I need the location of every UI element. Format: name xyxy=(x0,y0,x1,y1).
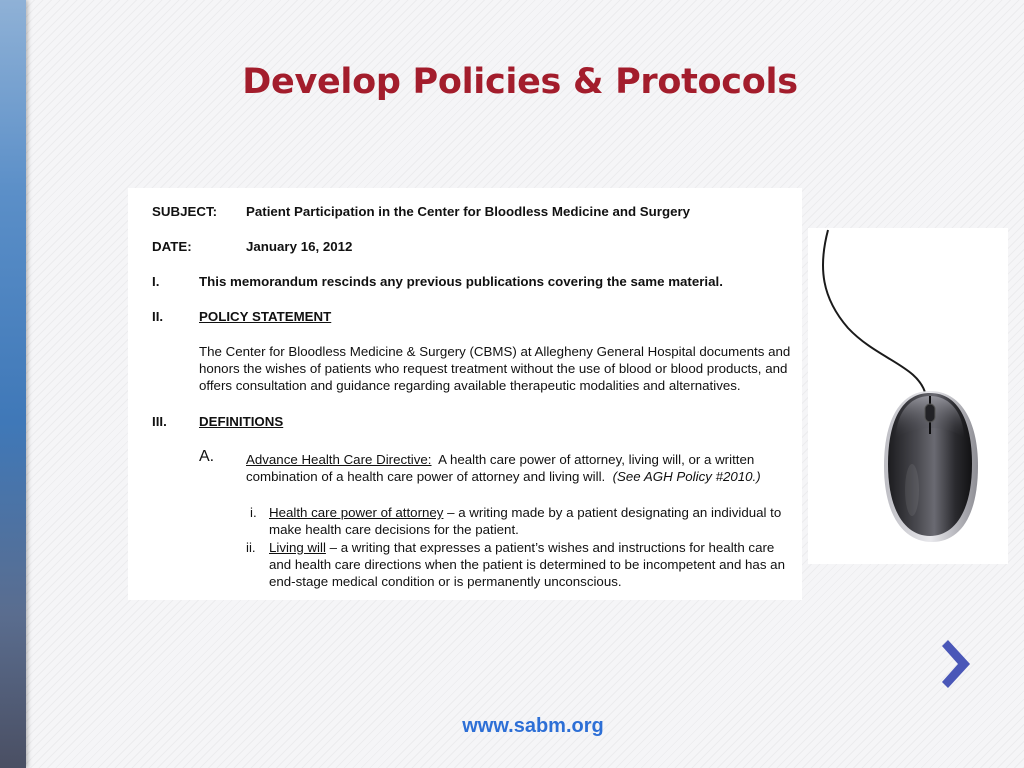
section-3-number: III. xyxy=(152,414,167,429)
definition-i-term: Health care power of attorney xyxy=(269,505,444,520)
section-3-heading: DEFINITIONS xyxy=(199,414,284,429)
policy-line-1: The Center for Bloodless Medicine & Surgery (CBMS) at Allegheny General Hospital documents and xyxy=(199,344,791,359)
section-1-text: This memorandum rescinds any previous publications covering the same material. xyxy=(199,274,723,289)
definition-a-text-2: combination of a health care power of attorney and living will. xyxy=(246,469,606,484)
footer-url-link[interactable]: www.sabm.org xyxy=(462,715,604,737)
subject-label: SUBJECT: xyxy=(152,204,218,219)
definition-a-letter: A. xyxy=(199,448,215,465)
next-slide-button[interactable] xyxy=(938,636,978,692)
chevron-right-icon xyxy=(938,636,978,692)
definition-i-text-2: make health care decisions for the patient. xyxy=(269,522,519,537)
definition-ii-text-2: and health care directions when the patient is determined to be incompetent and has an xyxy=(269,557,785,572)
definition-i-number: i. xyxy=(250,505,257,520)
definition-ii-number: ii. xyxy=(246,540,256,555)
date-value: January 16, 2012 xyxy=(246,239,353,254)
policy-document-image xyxy=(128,188,802,600)
definition-ii-term: Living will xyxy=(269,540,326,555)
definition-ii-text-3: end-stage medical condition or is permanently unconscious. xyxy=(269,574,622,589)
policy-line-2: honors the wishes of patients who request treatment without the use of blood or blood products, and xyxy=(199,361,788,376)
definition-a-text: A health care power of attorney, living will, or a written xyxy=(431,452,755,467)
computer-mouse-image xyxy=(808,228,1008,564)
computer-mouse-icon xyxy=(808,228,1008,564)
definition-i-text: – a writing made by a patient designating an individual to xyxy=(443,505,782,520)
definition-a-term: Advance Health Care Directive: xyxy=(246,452,432,467)
slide-title: Develop Policies & Protocols xyxy=(242,62,798,102)
left-accent-bar xyxy=(0,0,26,768)
definition-a-reference: (See AGH Policy #2010.) xyxy=(612,469,761,484)
policy-line-3: offers consultation and guidance regarding available therapeutic modalities and alternatives. xyxy=(199,378,741,393)
subject-value: Patient Participation in the Center for Bloodless Medicine and Surgery xyxy=(246,204,691,219)
definition-ii-text: – a writing that expresses a patient’s wishes and instructions for health care xyxy=(325,540,775,555)
section-2-heading: POLICY STATEMENT xyxy=(199,309,332,324)
section-1-number: I. xyxy=(152,274,160,289)
section-2-number: II. xyxy=(152,309,164,324)
date-label: DATE: xyxy=(152,239,192,254)
